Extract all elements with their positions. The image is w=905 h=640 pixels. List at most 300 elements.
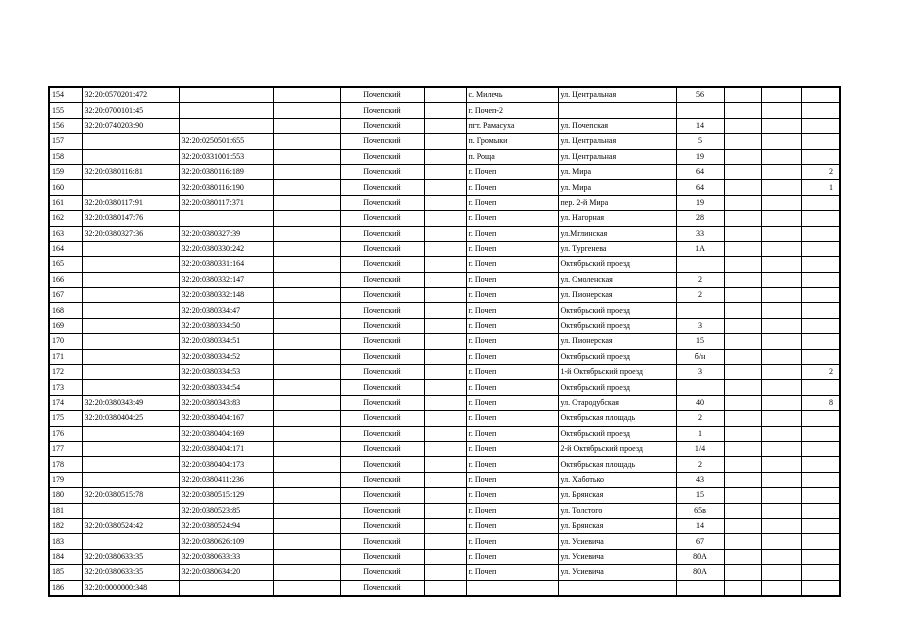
district-cell: Почепский [340,534,424,549]
cadastral-number-2-cell: 32:20:0250501:655 [179,134,273,149]
cadastral-number-cell: 32:20:0740203:90 [82,118,179,133]
district-cell: Почепский [340,303,424,318]
district-cell: Почепский [340,365,424,380]
district-cell: Почепский [340,549,424,564]
settlement-cell: г. Почеп [466,534,558,549]
table-row [49,334,840,349]
empty-cell [761,288,801,303]
settlement-cell: г. Почеп [466,488,558,503]
street-cell: ул. Хаботько [558,472,676,487]
empty-cell [273,395,340,410]
district-cell: Почепский [340,118,424,133]
empty-cell [761,164,801,179]
street-cell: ул. Центральная [558,149,676,164]
extra-value-cell [801,411,840,426]
settlement-cell: г. Почеп [466,565,558,580]
district-cell: Почепский [340,87,424,103]
street-cell: ул. Усиевича [558,534,676,549]
cadastral-number-cell [82,180,179,195]
house-number-cell: 1 [676,426,724,441]
empty-cell [273,149,340,164]
empty-cell [724,518,761,533]
empty-cell [761,211,801,226]
row-number-cell: 171 [49,349,82,364]
empty-cell [273,518,340,533]
settlement-cell: г. Почеп [466,241,558,256]
settlement-cell: г. Почеп [466,549,558,564]
house-number-cell: 28 [676,211,724,226]
empty-cell [273,226,340,241]
extra-value-cell [801,334,840,349]
extra-value-cell: 2 [801,365,840,380]
cadastral-number-2-cell: 32:20:0380404:173 [179,457,273,472]
cadastral-number-2-cell: 32:20:0380633:33 [179,549,273,564]
settlement-cell: г. Почеп [466,288,558,303]
table-row [49,380,840,395]
row-number-cell: 161 [49,195,82,210]
district-cell: Почепский [340,565,424,580]
house-number-cell: 80А [676,549,724,564]
empty-cell [424,149,466,164]
district-cell: Почепский [340,288,424,303]
cadastral-number-2-cell: 32:20:0380524:94 [179,518,273,533]
row-number-cell: 163 [49,226,82,241]
empty-cell [273,488,340,503]
empty-cell [724,411,761,426]
cadastral-number-cell [82,272,179,287]
district-cell: Почепский [340,503,424,518]
house-number-cell: 2 [676,457,724,472]
extra-value-cell [801,472,840,487]
cadastral-number-2-cell: 32:20:0380334:50 [179,318,273,333]
empty-cell [761,518,801,533]
house-number-cell: 64 [676,164,724,179]
table-row [49,565,840,580]
house-number-cell: 19 [676,149,724,164]
row-number-cell: 184 [49,549,82,564]
house-number-cell [676,580,724,596]
cadastral-number-2-cell: 32:20:0380515:129 [179,488,273,503]
cadastral-number-2-cell: 32:20:0380626:109 [179,534,273,549]
district-cell: Почепский [340,457,424,472]
empty-cell [273,318,340,333]
empty-cell [761,411,801,426]
empty-cell [273,426,340,441]
street-cell: ул. Толстого [558,503,676,518]
cadastral-number-cell: 32:20:0700101:45 [82,103,179,118]
empty-cell [724,534,761,549]
empty-cell [424,518,466,533]
cadastral-number-cell [82,334,179,349]
table-row [49,87,840,103]
empty-cell [724,103,761,118]
table-row [49,195,840,210]
district-cell: Почепский [340,149,424,164]
empty-cell [273,472,340,487]
empty-cell [724,288,761,303]
empty-cell [724,211,761,226]
empty-cell [424,488,466,503]
cadastral-number-2-cell: 32:20:0380334:53 [179,365,273,380]
row-number-cell: 168 [49,303,82,318]
settlement-cell: г. Почеп [466,226,558,241]
cadastral-number-2-cell: 32:20:0380332:148 [179,288,273,303]
empty-cell [761,457,801,472]
cadastral-number-cell: 32:20:0570201:472 [82,87,179,103]
house-number-cell: 40 [676,395,724,410]
empty-cell [761,488,801,503]
extra-value-cell [801,380,840,395]
row-number-cell: 160 [49,180,82,195]
cadastral-number-cell: 32:20:0380327:36 [82,226,179,241]
table-row [49,241,840,256]
row-number-cell: 182 [49,518,82,533]
table-row [49,518,840,533]
row-number-cell: 154 [49,87,82,103]
empty-cell [761,318,801,333]
extra-value-cell [801,503,840,518]
extra-value-cell [801,488,840,503]
cadastral-number-cell [82,503,179,518]
row-number-cell: 164 [49,241,82,256]
empty-cell [424,411,466,426]
district-cell: Почепский [340,211,424,226]
extra-value-cell [801,565,840,580]
street-cell: Октябрьский проезд [558,426,676,441]
empty-cell [424,426,466,441]
table-row [49,318,840,333]
empty-cell [761,503,801,518]
district-cell: Почепский [340,472,424,487]
empty-cell [273,503,340,518]
settlement-cell: г. Почеп [466,334,558,349]
street-cell: Октябрьская площадь [558,457,676,472]
cadastral-number-cell: 32:20:0380343:49 [82,395,179,410]
row-number-cell: 155 [49,103,82,118]
row-number-cell: 175 [49,411,82,426]
row-number-cell: 179 [49,472,82,487]
settlement-cell: г. Почеп [466,395,558,410]
cadastral-number-2-cell: 32:20:0380634:20 [179,565,273,580]
settlement-cell: г. Почеп-2 [466,103,558,118]
empty-cell [273,457,340,472]
table-row [49,549,840,564]
empty-cell [724,365,761,380]
district-cell: Почепский [340,241,424,256]
cadastral-number-cell [82,288,179,303]
cadastral-number-2-cell [179,103,273,118]
house-number-cell: 15 [676,334,724,349]
extra-value-cell [801,549,840,564]
row-number-cell: 162 [49,211,82,226]
district-cell: Почепский [340,426,424,441]
empty-cell [273,303,340,318]
street-cell: Октябрьский проезд [558,303,676,318]
cadastral-number-cell [82,257,179,272]
row-number-cell: 169 [49,318,82,333]
empty-cell [724,349,761,364]
house-number-cell: 43 [676,472,724,487]
empty-cell [724,257,761,272]
street-cell: Октябрьский проезд [558,318,676,333]
settlement-cell: г. Почеп [466,303,558,318]
cadastral-number-cell [82,365,179,380]
district-cell: Почепский [340,195,424,210]
settlement-cell: г. Почеп [466,411,558,426]
extra-value-cell [801,534,840,549]
cadastral-number-2-cell: 32:20:0380404:171 [179,441,273,456]
table-row [49,134,840,149]
empty-cell [424,303,466,318]
empty-cell [424,134,466,149]
cadastral-number-2-cell: 32:20:0380411:236 [179,472,273,487]
street-cell: ул. Пионерская [558,288,676,303]
table-row [49,103,840,118]
cadastral-number-2-cell: 32:20:0380334:47 [179,303,273,318]
extra-value-cell [801,118,840,133]
empty-cell [724,334,761,349]
settlement-cell: г. Почеп [466,211,558,226]
house-number-cell: 65в [676,503,724,518]
settlement-cell: г. Почеп [466,503,558,518]
house-number-cell: 15 [676,488,724,503]
settlement-cell: г. Почеп [466,472,558,487]
house-number-cell [676,303,724,318]
empty-cell [724,380,761,395]
street-cell: Октябрьский проезд [558,349,676,364]
cadastral-number-cell: 32:20:0380404:25 [82,411,179,426]
house-number-cell: 3 [676,365,724,380]
table-row [49,303,840,318]
empty-cell [424,226,466,241]
row-number-cell: 170 [49,334,82,349]
empty-cell [761,257,801,272]
district-cell: Почепский [340,257,424,272]
extra-value-cell [801,441,840,456]
table-row [49,211,840,226]
cadastral-number-2-cell: 32:20:0380334:52 [179,349,273,364]
table-row [49,395,840,410]
empty-cell [424,87,466,103]
row-number-cell: 172 [49,365,82,380]
extra-value-cell [801,211,840,226]
empty-cell [724,395,761,410]
street-cell: ул. Смоленская [558,272,676,287]
settlement-cell: пгт. Рамасуха [466,118,558,133]
extra-value-cell [801,580,840,596]
extra-value-cell [801,272,840,287]
cadastral-number-2-cell: 32:20:0380334:51 [179,334,273,349]
empty-cell [724,272,761,287]
table-row [49,118,840,133]
table-row [49,226,840,241]
empty-cell [273,380,340,395]
district-cell: Почепский [340,334,424,349]
empty-cell [273,211,340,226]
empty-cell [761,149,801,164]
empty-cell [761,365,801,380]
empty-cell [724,580,761,596]
cadastral-number-cell: 32:20:0000000:348 [82,580,179,596]
cadastral-number-cell [82,241,179,256]
extra-value-cell: 2 [801,164,840,179]
row-number-cell: 166 [49,272,82,287]
table-row [49,426,840,441]
empty-cell [424,349,466,364]
empty-cell [273,534,340,549]
cadastral-number-cell: 32:20:0380524:42 [82,518,179,533]
cadastral-number-cell [82,441,179,456]
table-row [49,272,840,287]
empty-cell [724,241,761,256]
street-cell: 1-й Октябрьский проезд [558,365,676,380]
row-number-cell: 183 [49,534,82,549]
table-row [49,164,840,179]
street-cell: Октябрьский проезд [558,257,676,272]
settlement-cell [466,580,558,596]
cadastral-number-cell [82,134,179,149]
empty-cell [424,395,466,410]
table-row [49,411,840,426]
street-cell: ул.Мглинская [558,226,676,241]
empty-cell [761,349,801,364]
settlement-cell: г. Почеп [466,457,558,472]
street-cell [558,580,676,596]
settlement-cell: г. Почеп [466,365,558,380]
street-cell: ул. Центральная [558,87,676,103]
empty-cell [424,164,466,179]
cadastral-number-2-cell: 32:20:0380343:83 [179,395,273,410]
district-cell: Почепский [340,488,424,503]
cadastral-number-2-cell: 32:20:0380116:190 [179,180,273,195]
district-cell: Почепский [340,411,424,426]
cadastral-number-cell [82,349,179,364]
house-number-cell [676,103,724,118]
extra-value-cell [801,226,840,241]
settlement-cell: г. Почеп [466,426,558,441]
cadastral-number-2-cell: 32:20:0380327:39 [179,226,273,241]
settlement-cell: г. Почеп [466,318,558,333]
cadastral-number-2-cell [179,87,273,103]
house-number-cell: 33 [676,226,724,241]
table-row [49,149,840,164]
empty-cell [724,457,761,472]
district-cell: Почепский [340,580,424,596]
house-number-cell: б/н [676,349,724,364]
house-number-cell: 19 [676,195,724,210]
empty-cell [273,288,340,303]
table-row [49,472,840,487]
extra-value-cell [801,518,840,533]
empty-cell [273,118,340,133]
extra-value-cell [801,87,840,103]
empty-cell [424,549,466,564]
empty-cell [273,134,340,149]
cadastral-number-cell [82,472,179,487]
settlement-cell: с. Милечь [466,87,558,103]
row-number-cell: 178 [49,457,82,472]
empty-cell [724,195,761,210]
empty-cell [273,87,340,103]
district-cell: Почепский [340,380,424,395]
empty-cell [424,272,466,287]
extra-value-cell [801,195,840,210]
empty-cell [273,164,340,179]
cadastral-number-cell [82,149,179,164]
street-cell: ул. Тургенева [558,241,676,256]
extra-value-cell [801,134,840,149]
house-number-cell: 2 [676,411,724,426]
empty-cell [273,334,340,349]
settlement-cell: г. Почеп [466,195,558,210]
cadastral-number-2-cell: 32:20:0380332:147 [179,272,273,287]
cadastral-number-cell [82,380,179,395]
table-row [49,580,840,596]
district-cell: Почепский [340,272,424,287]
empty-cell [724,87,761,103]
cadastral-number-cell: 32:20:0380147:76 [82,211,179,226]
empty-cell [724,488,761,503]
row-number-cell: 158 [49,149,82,164]
street-cell: ул. Брянская [558,518,676,533]
table-row [49,288,840,303]
extra-value-cell: 8 [801,395,840,410]
district-cell: Почепский [340,349,424,364]
house-number-cell: 5 [676,134,724,149]
street-cell: ул. Нагорная [558,211,676,226]
empty-cell [724,318,761,333]
cadastral-number-cell [82,426,179,441]
table-row [49,365,840,380]
empty-cell [273,103,340,118]
empty-cell [424,503,466,518]
empty-cell [273,257,340,272]
empty-cell [273,195,340,210]
row-number-cell: 177 [49,441,82,456]
street-cell: ул. Мира [558,180,676,195]
cadastral-number-cell [82,457,179,472]
empty-cell [424,534,466,549]
row-number-cell: 157 [49,134,82,149]
district-cell: Почепский [340,103,424,118]
empty-cell [761,180,801,195]
cadastral-number-cell: 32:20:0380117:91 [82,195,179,210]
extra-value-cell [801,103,840,118]
cadastral-number-cell: 32:20:0380633:35 [82,565,179,580]
street-cell: 2-й Октябрьский проезд [558,441,676,456]
empty-cell [761,534,801,549]
row-number-cell: 181 [49,503,82,518]
cadastral-number-cell [82,303,179,318]
cadastral-number-2-cell [179,211,273,226]
row-number-cell: 176 [49,426,82,441]
cadastral-number-2-cell: 32:20:0380331:164 [179,257,273,272]
empty-cell [761,426,801,441]
street-cell: ул. Почепская [558,118,676,133]
street-cell: ул. Стародубская [558,395,676,410]
empty-cell [761,303,801,318]
empty-cell [724,426,761,441]
empty-cell [273,365,340,380]
extra-value-cell [801,149,840,164]
cadastral-number-cell: 32:20:0380116:81 [82,164,179,179]
extra-value-cell [801,426,840,441]
cadastral-number-2-cell [179,580,273,596]
street-cell [558,103,676,118]
table-row [49,457,840,472]
empty-cell [273,441,340,456]
empty-cell [761,103,801,118]
